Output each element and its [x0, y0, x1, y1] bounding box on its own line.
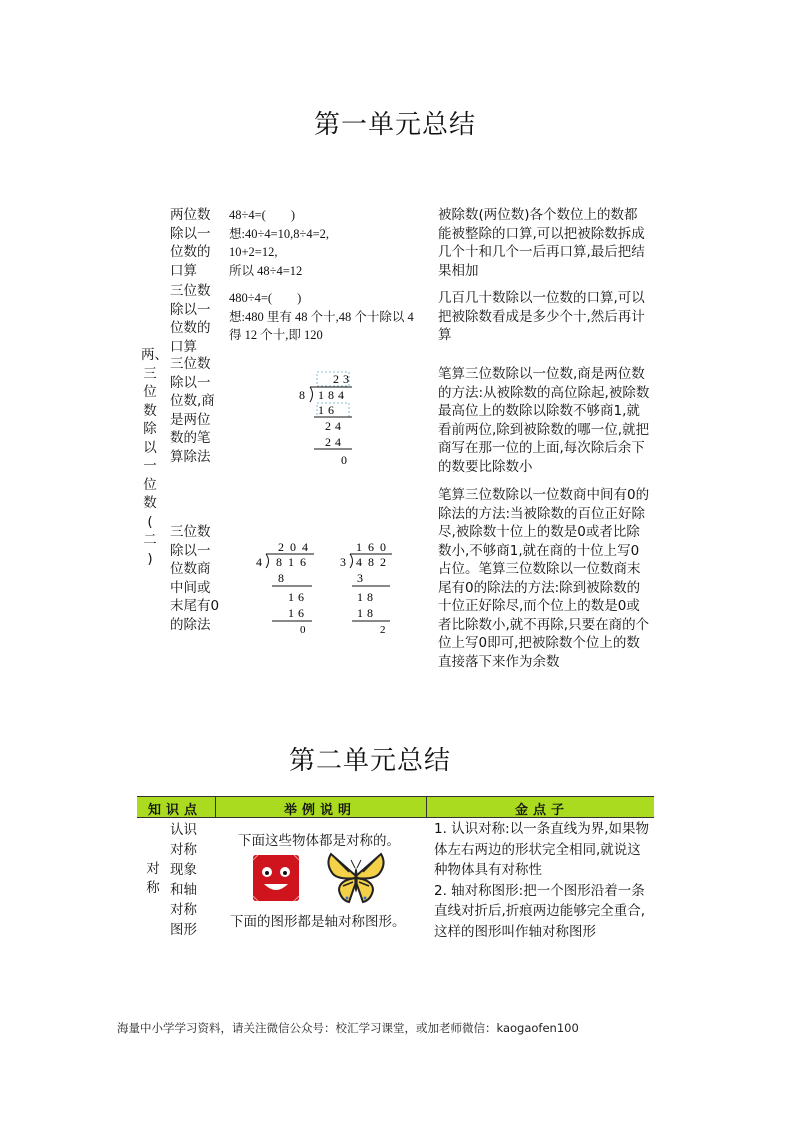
topic-2: 三位数除以一位数的口算: [170, 283, 211, 355]
tip-1: 被除数(两位数)各个数位上的数都能被整除的口算,可以把被除数拆成几个十和几个一后再口算,最后把结果相加: [438, 207, 645, 279]
step: 24: [325, 419, 345, 433]
topic-3: 三位数除以一位数,商是两位数的笔算除法: [170, 356, 215, 465]
long-division-184-by-8: [296, 370, 356, 468]
quotient: 160: [356, 540, 392, 554]
header-example: 举例说明: [284, 803, 357, 818]
topic-1: 两位数除以一位数的口算: [170, 207, 211, 279]
divisor: 3: [340, 555, 346, 569]
quotient: 23: [333, 372, 353, 386]
unit2-title: 第二单元总结: [289, 746, 452, 776]
vertical-label-text: 两、 三 位 数 除 以 一 位 数 ( 二 ): [141, 347, 168, 567]
tip-4: 笔算三位数除以一位数商中间有0的除法的方法:当被除数的百位正好除尽,被除数十位上的数是0或者比除数小,不够商1,就在商的十位上写0占位。笔算三位数除以一位数商末尾有0的除法的方法:除到被除数的十位正好除尽,而个位上的数是0或者比除数小,就不再除,只要在商的个位上写0即可,把被除数个位上的数直接落下来作为余数: [438, 487, 650, 670]
dividend: 816: [276, 555, 312, 569]
step: 16: [288, 590, 308, 604]
header-knowledge: 知识点: [148, 803, 203, 818]
step: 16: [318, 403, 338, 417]
example-top-caption: 下面这些物体都是对称的。: [238, 833, 400, 849]
example-2: 480÷4=( ) 想:480 里有 48 个十,48 个十除以 4 得 12 个十,即 120: [229, 291, 414, 342]
topic-4: 三位数除以一位数商中间或末尾有0的除法: [170, 524, 220, 633]
step: 0: [300, 624, 306, 635]
header-tips: 金点子: [515, 803, 570, 818]
footer-note: 海量中小学学习资料，请关注微信公众号：校汇学习课堂，或加老师微信：kaogaofen100: [117, 1021, 579, 1035]
tip-recognize-symmetry: 1. 认识对称:以一条直线为界,如果物体左右两边的形状完全相同,就说这种物体具有对称性: [434, 821, 650, 878]
tip-3: 笔算三位数除以一位数,商是两位数的方法:从被除数的高位除起,被除数最高位上的数除以除数不够商1,就看前两位,除到被除数的哪一位,就把商写在那一位的上面,每次除后余下的数要比除数小: [438, 366, 650, 475]
step: 8: [278, 571, 284, 585]
example-bottom-caption: 下面的图形都是轴对称图形。: [230, 914, 406, 930]
red-face-icon: [250, 852, 302, 904]
divisor: 8: [299, 388, 305, 402]
step: 18: [357, 606, 377, 620]
divisor: 4: [256, 555, 262, 569]
unit2-side-label: [144, 860, 162, 897]
butterfly-icon: [325, 850, 387, 906]
table-header: [137, 796, 654, 818]
example-1: 48÷4=( ) 想:40÷4=10,8÷4=2, 10+2=12, 所以 48÷4=12: [229, 208, 330, 278]
step: 2: [380, 624, 386, 635]
step: 16: [288, 606, 308, 620]
step: 0: [341, 453, 347, 467]
unit1-side-label: [141, 346, 168, 568]
unit1-title: 第一单元总结: [314, 110, 477, 140]
long-division-482-by-3: [340, 539, 400, 635]
tip-axis-symmetry: 2. 轴对称图形:把一个图形沿着一条直线对折后,折痕两边能够完全重合,这样的图形叫作轴对称图形: [434, 882, 646, 940]
tips-symmetry: [434, 819, 649, 942]
long-division-816-by-4: [256, 539, 316, 635]
step: 18: [357, 590, 377, 604]
tip-2: 几百几十数除以一位数的口算,可以把被除数看成是多少个十,然后再计算: [438, 290, 645, 343]
step: 3: [357, 571, 363, 585]
vertical-label-text: 对 称: [146, 861, 160, 896]
step: 24: [325, 435, 345, 449]
dividend: 184: [318, 388, 348, 402]
topic-symmetry: 认识对称现象和轴对称图形: [170, 822, 197, 938]
quotient: 204: [278, 540, 314, 554]
dividend: 482: [356, 555, 392, 569]
